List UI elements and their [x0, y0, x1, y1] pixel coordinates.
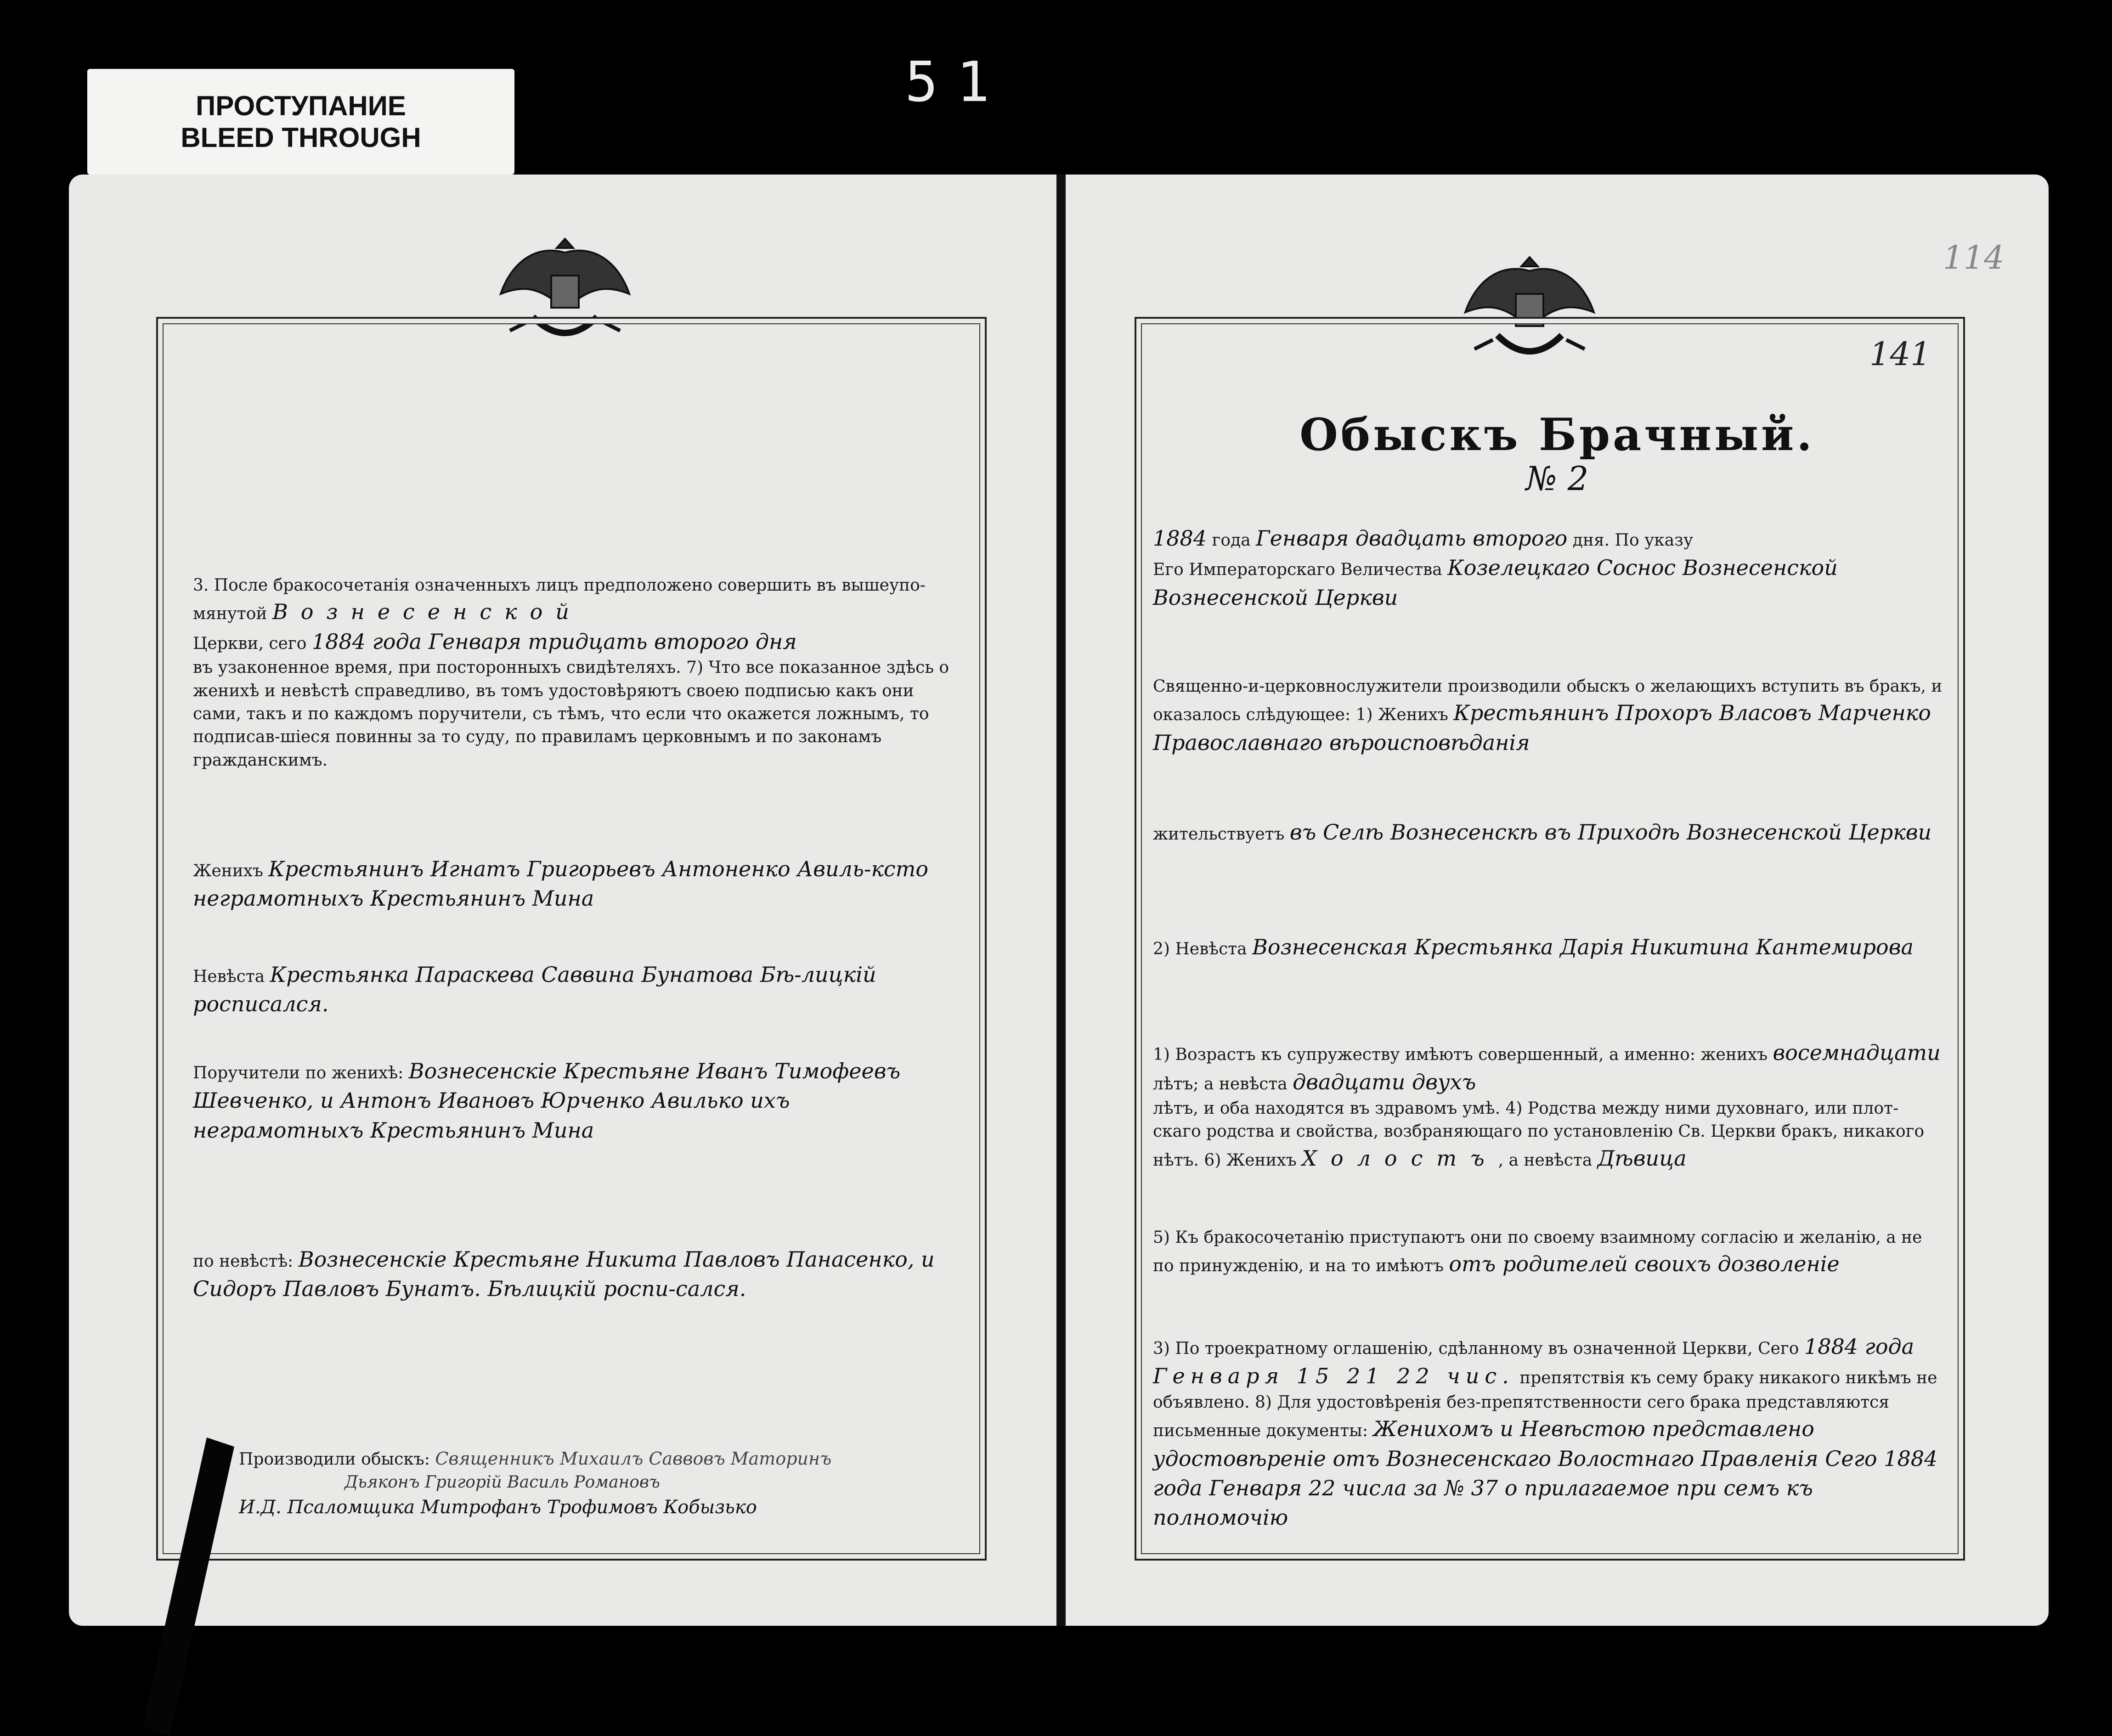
- church-hand: Козелецкаго Соснос Вознесенской Вознесенской Церкви: [1153, 555, 1838, 610]
- left-guar-bride-label: по невѣстѣ:: [193, 1252, 294, 1271]
- right-page: [1066, 175, 2049, 1626]
- left-guarantors-bride: [193, 1245, 951, 1304]
- archive-tag: [87, 69, 514, 175]
- left-p1-prefix: мянутой: [193, 604, 267, 624]
- left-p1-prefix-2: Церкви, сего: [193, 634, 307, 653]
- left-groom-hand: Крестьянинъ Игнатъ Григорьевъ Антоненко Авиль-ксто неграмотныхъ Крестьянинъ Мина: [193, 857, 929, 911]
- right-residence-block: [1153, 817, 1943, 847]
- docs-hand: Женихомъ и Невѣстою представлено удостовѣреніе отъ Вознесенскаго Волостнаго Правленія Сего 1884 года Генваря 22 числа за № 37 о прилагаемое при семъ къ полномочію: [1153, 1416, 1938, 1530]
- groom-status-hand: Холостъ: [1302, 1145, 1498, 1171]
- left-bride-label: Невѣста: [193, 967, 265, 986]
- right-groom-hand: Крестьянинъ Прохоръ Власовъ Марченко Православнаго вѣроисповѣданія: [1153, 700, 1931, 755]
- left-guar-groom-label: Поручители по женихѣ:: [193, 1064, 404, 1082]
- age-groom-hand: восемнадцати: [1773, 1040, 1941, 1065]
- left-paragraph-7: [193, 574, 951, 772]
- right-age-block: 1) Возрастъ къ супружеству имѣютъ совершенный, а именно: женихъ восемнадцати лѣтъ; а невѣста двадцати двухъ лѣтъ, и оба находятся въ здравомъ умѣ. 4) Родства между ними духовнаго, или плот-скаго родства и свойства, возбраняющаго по установленію Св. Церкви бракъ, никакого нѣтъ. 6) Женихъ Холостъ, а невѣста Дѣвица: [1153, 1040, 1941, 1171]
- age-line: 1) Возрастъ къ супружеству имѣютъ совершенный, а именно: женихъ: [1153, 1045, 1768, 1064]
- right-consent-block: [1153, 1226, 1943, 1279]
- age-text-2: лѣтъ; а невѣста: [1153, 1075, 1288, 1094]
- right-bride-block: [1153, 932, 1943, 962]
- left-groom-label: Женихъ: [193, 862, 263, 880]
- left-guarantors-groom: [193, 1056, 951, 1145]
- tag-line-1: ПРОСТУПАНИЕ: [196, 90, 406, 121]
- left-p1-label: 3. После бракосочетанія означенныхъ лицъ предположено совершить въ вышеупо-: [193, 576, 926, 595]
- consent-line: 5) Къ бракосочетанію приступаютъ они по своему взаимному согласію и желанію, а не по принужденію, и на то имѣютъ: [1153, 1228, 1922, 1276]
- archive-page-number: 114: [1943, 239, 2005, 276]
- banns-line: 3) По троекратному оглашенію, сдѣланному въ означенной Церкви, Сего: [1153, 1339, 1799, 1358]
- left-date-hand: 1884 года Генваря тридцать второго дня: [311, 629, 797, 654]
- left-page: [69, 175, 1056, 1626]
- left-search-label: Производили обыскъ:: [239, 1450, 430, 1469]
- day-label: дня. По указу: [1572, 531, 1694, 550]
- left-p1-rest: въ узаконенное время, при посторонныхъ свидѣтеляхъ. 7) Что все показанное здѣсь о женихѣ и невѣстѣ справедливо, въ томъ удостовѣряютъ своею подписью какъ они сами, такъ и по каждомъ поручители, съ тѣмъ, что если что окажется ложнымъ, то подписав-шіеся повинны за то суду, по правиламъ церковнымъ и по законамъ гражданскимъ.: [193, 658, 949, 770]
- left-bride-block: [193, 960, 951, 1019]
- right-bride-hand: Вознесенская Крестьянка Дарія Никитина Кантемирова: [1252, 935, 1914, 959]
- left-bride-hand: Крестьянка Параскева Саввина Бунатова Бѣ-лицкій росписался.: [193, 962, 876, 1017]
- left-search-hand: Священникъ Михаилъ Саввовъ Маторинъ: [435, 1449, 832, 1469]
- age-bride-hand: двадцати двухъ: [1293, 1070, 1476, 1095]
- left-page-border: [156, 317, 987, 1561]
- majesty-text: Его Императорскаго Величества: [1153, 560, 1442, 580]
- pen-icon: [142, 1437, 243, 1736]
- health-line: лѣтъ, и оба находятся въ здравомъ умѣ. 4) Родства между ними духовнаго, или плот-скаго родства и свойства, возбраняющаго по установленію Св. Церкви бракъ, никакого нѣтъ. 6) Женихъ: [1153, 1099, 1925, 1170]
- resides-label: жительствуетъ: [1153, 825, 1285, 844]
- left-guar-bride-hand: Вознесенскіе Крестьяне Никита Павловъ Панасенко, и Сидоръ Павловъ Бунатъ. Бѣлицкій роспи-сался.: [193, 1247, 935, 1302]
- year-hand: 1884: [1153, 526, 1207, 551]
- banns-year-hand: 1884 года: [1804, 1334, 1914, 1359]
- bride-status-hand: Дѣвица: [1597, 1145, 1687, 1171]
- left-church-name-hand: Вознесенской: [272, 599, 582, 625]
- consent-hand: отъ родителей своихъ дозволеніе: [1449, 1251, 1840, 1277]
- banns-rest: препятствія къ сему браку никакого никѣмъ не объявлено. 8) Для удостовѣренія без-препятственности сего брака представляются письменные документы:: [1153, 1369, 1937, 1441]
- left-sign-hand-1: Дьяконъ Григорій Василь Романовъ: [344, 1473, 660, 1492]
- bride-status-label: а невѣста: [1508, 1150, 1592, 1170]
- tag-line-2: BLEED THROUGH: [181, 122, 421, 153]
- frame-number: 51: [905, 51, 1008, 114]
- left-guar-groom-hand: Вознесенскіе Крестьяне Иванъ Тимофеевъ Шевченко, и Антонъ Ивановъ Юрченко Авилько ихъ неграмотныхъ Крестьянинъ Мина: [193, 1059, 901, 1143]
- document-title: Обыскъ Брачный.: [1299, 409, 1815, 461]
- document-number-hand: № 2: [1525, 459, 1589, 498]
- right-bride-label: 2) Невѣста: [1153, 940, 1247, 958]
- resides-hand: въ Селѣ Вознесенскѣ въ Приходѣ Вознесенской Церкви: [1289, 820, 1932, 845]
- date-hand: Генваря двадцать второго: [1256, 526, 1568, 551]
- year-label: года: [1212, 531, 1251, 550]
- right-banns-block: [1153, 1332, 1943, 1533]
- right-date-block: [1153, 524, 1943, 612]
- clergy-line: Священно-и-церковнослужители производили обыскъ о желающихъ вступить въ бракъ, и оказалось слѣдующее: 1) Женихъ: [1153, 677, 1943, 725]
- left-sign-hand-2: И.Д. Псаломщика Митрофанъ Трофимовъ Кобызько: [239, 1496, 757, 1518]
- book-gutter: [1056, 175, 1066, 1626]
- left-groom-block: [193, 854, 951, 913]
- folio-number: 141: [1869, 335, 1931, 373]
- left-search-block: [239, 1447, 951, 1520]
- banns-dates-hand: Генваря 15 21 22 чис.: [1153, 1364, 1514, 1389]
- right-clergy-block: [1153, 675, 1943, 757]
